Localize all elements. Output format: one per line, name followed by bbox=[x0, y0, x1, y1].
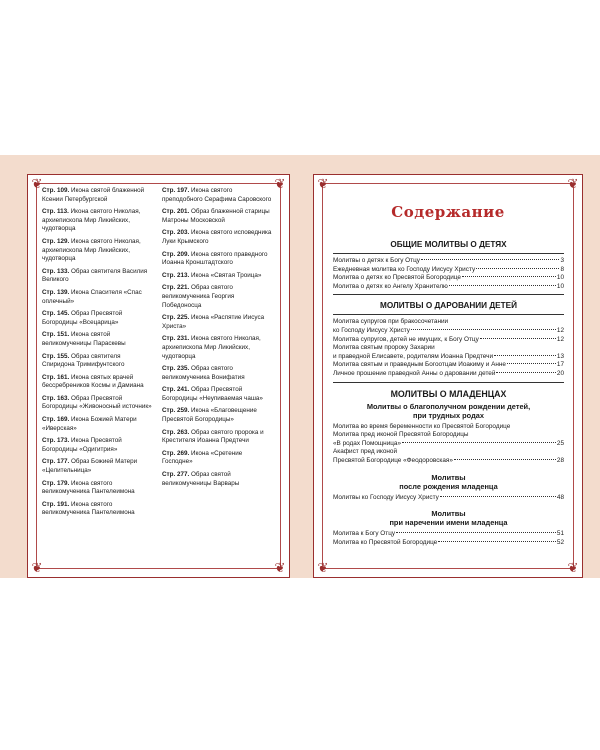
icon-caption: Икона святых врачей бессребреников Космы и Дамиана bbox=[42, 373, 144, 390]
ornament-corner-icon: ❦ bbox=[317, 560, 329, 575]
list-item bbox=[162, 386, 272, 403]
toc-entry-title: Молитва святым и праведным Богоотцам Иоакиму и Анне bbox=[333, 361, 506, 369]
icon-caption: Икона «Святая Троица» bbox=[190, 271, 262, 279]
icon-caption: Икона Божией Матери «Иверская» bbox=[42, 416, 137, 432]
dot-leader bbox=[462, 276, 556, 277]
toc-entry-title: Молитва о детях ко Пресвятой Богородице bbox=[333, 274, 461, 282]
toc-entry[interactable] bbox=[333, 283, 564, 292]
toc-entry[interactable] bbox=[333, 457, 564, 466]
dot-leader bbox=[411, 329, 556, 330]
subsection-heading-line: Молитвы о благополучном рождении детей, bbox=[366, 401, 531, 411]
icon-caption: Образ святой великомученицы Варвары bbox=[162, 471, 240, 487]
toc-entry-title: Личное прошение праведной Анны о даровании детей bbox=[333, 369, 496, 377]
list-item bbox=[42, 268, 152, 285]
icon-caption: Образ святого пророка и Крестителя Иоанна Предтечи bbox=[162, 428, 264, 445]
toc-page-number: 28 bbox=[556, 456, 564, 464]
subsection-heading bbox=[333, 509, 564, 527]
page-ref: Стр. 161. bbox=[42, 373, 70, 381]
list-item bbox=[162, 407, 272, 424]
page-ref: Стр. 203. bbox=[162, 229, 190, 237]
list-item bbox=[42, 331, 152, 348]
list-item bbox=[162, 314, 272, 331]
right-page bbox=[313, 174, 583, 578]
toc-entry[interactable] bbox=[333, 530, 564, 539]
section-heading: МОЛИТВЫ О МЛАДЕНЦАХ bbox=[390, 388, 507, 399]
page-ref: Стр. 259. bbox=[162, 407, 190, 415]
list-item bbox=[162, 229, 272, 246]
icon-caption: Икона святой великомученицы Параскевы bbox=[42, 331, 126, 347]
toc-entry-title: Молитва о детях ко Ангелу Хранителю bbox=[333, 282, 448, 290]
page-ref: Стр. 209. bbox=[162, 250, 190, 258]
dot-leader bbox=[440, 496, 556, 497]
ornament-corner-icon: ❦ bbox=[31, 560, 43, 575]
toc-entry-line: Молитва супругов при бракосочетании bbox=[333, 318, 449, 326]
toc-page-number: 3 bbox=[560, 257, 564, 264]
page-ref: Стр. 231. bbox=[162, 335, 190, 343]
toc-page-number: 12 bbox=[556, 326, 564, 334]
list-item bbox=[42, 395, 152, 412]
toc-entry-line: Молитва пред иконой Пресвятой Богородицы bbox=[333, 431, 469, 439]
section-heading: МОЛИТВЫ О ДАРОВАНИИ ДЕТЕЙ bbox=[380, 301, 517, 311]
list-item bbox=[162, 365, 272, 382]
dot-leader bbox=[438, 541, 556, 542]
divider bbox=[333, 314, 564, 315]
toc-page-number: 17 bbox=[556, 361, 564, 369]
toc-entry[interactable] bbox=[333, 336, 564, 345]
toc-page-number: 25 bbox=[556, 439, 564, 447]
ornament-corner-icon: ❦ bbox=[567, 560, 579, 575]
icon-list-column-1 bbox=[42, 187, 152, 522]
toc-entry-title: Молитва супругов, детей не имущих, к Богу Отцу bbox=[333, 335, 479, 343]
list-item bbox=[162, 187, 272, 204]
toc-page-number: 10 bbox=[556, 274, 564, 282]
subsection-heading-line: Молитвы bbox=[431, 509, 466, 519]
toc-page-number: 52 bbox=[556, 538, 564, 546]
page-ref: Стр. 177. bbox=[42, 458, 70, 466]
page-ref: Стр. 169. bbox=[42, 416, 70, 424]
list-item bbox=[162, 284, 272, 310]
page-ref: Стр. 129. bbox=[42, 237, 70, 245]
ornament-corner-icon: ❦ bbox=[274, 176, 286, 191]
dot-leader bbox=[449, 285, 556, 286]
icon-caption: Икона Пресвятой Богородицы «Одигитрия» bbox=[42, 437, 122, 453]
dot-leader bbox=[480, 338, 556, 339]
toc-entry[interactable] bbox=[333, 266, 564, 275]
toc-entry-title: Молитва ко Пресвятой Богородице bbox=[333, 538, 438, 546]
icon-caption: Образ святителя Спиридона Тримифунтского bbox=[42, 352, 125, 369]
icon-caption: Икона святого Николая, архиепископа Мир Ликийских, чудотворца bbox=[42, 208, 141, 233]
icon-caption: Икона святого преподобного Серафима Саровского bbox=[162, 187, 272, 203]
page-ref: Стр. 109. bbox=[42, 187, 70, 194]
icon-caption: Икона «Распятие Иисуса Христа» bbox=[162, 314, 265, 330]
divider bbox=[333, 253, 564, 254]
toc-entry-title: Молитва к Богу Отцу bbox=[333, 530, 396, 538]
list-item bbox=[162, 429, 272, 446]
subsection-heading-line: при трудных родах bbox=[412, 410, 484, 420]
list-item bbox=[42, 374, 152, 391]
icon-caption: Икона Спасителя «Спас оплечный» bbox=[42, 288, 142, 305]
page-ref: Стр. 191. bbox=[42, 500, 70, 508]
list-item bbox=[162, 272, 272, 281]
icon-caption: Икона святого Николая, архиепископа Мир Ликийских, чудотворца bbox=[42, 237, 141, 263]
list-item bbox=[42, 238, 152, 264]
list-item bbox=[42, 437, 152, 454]
list-item bbox=[42, 310, 152, 327]
list-item bbox=[42, 480, 152, 497]
icon-caption: Образ Пресвятой Богородицы «Неупиваемая чаша» bbox=[162, 386, 263, 402]
icon-caption: Икона святого исповедника Луки Крымского bbox=[162, 229, 272, 245]
toc-entry[interactable] bbox=[333, 539, 564, 548]
icon-caption: Икона святого великомученика Пантелеимона bbox=[42, 479, 135, 496]
page-ref: Стр. 277. bbox=[162, 471, 190, 479]
icon-caption: Образ блаженной старицы Матроны Московской bbox=[162, 208, 270, 224]
toc-entry[interactable] bbox=[333, 494, 564, 503]
toc-entry-title: Молитвы ко Господу Иисусу Христу bbox=[333, 493, 439, 501]
ornament-corner-icon: ❦ bbox=[317, 176, 329, 191]
page-ref: Стр. 173. bbox=[42, 437, 70, 445]
toc-entry[interactable] bbox=[333, 274, 564, 283]
list-item bbox=[42, 187, 152, 204]
divider bbox=[333, 382, 564, 383]
toc-entry[interactable] bbox=[333, 361, 564, 370]
dot-leader bbox=[421, 259, 560, 260]
toc-page-number: 12 bbox=[556, 335, 564, 343]
subsection-heading-line: после рождения младенца bbox=[399, 481, 498, 491]
dot-leader bbox=[476, 268, 559, 269]
subsection-heading-line: при наречении имени младенца bbox=[389, 518, 508, 528]
page-ref: Стр. 163. bbox=[42, 394, 70, 402]
dot-leader bbox=[402, 442, 556, 443]
list-item bbox=[162, 471, 272, 488]
page-ref: Стр. 201. bbox=[162, 208, 190, 216]
list-item bbox=[162, 251, 272, 268]
page-ref: Стр. 197. bbox=[162, 187, 190, 194]
page-ref: Стр. 241. bbox=[162, 386, 190, 394]
icon-caption: Икона святого великомученика Пантелеимона bbox=[42, 500, 135, 517]
toc-entry[interactable] bbox=[333, 370, 564, 379]
toc-entry-line: Акафист пред иконой bbox=[333, 448, 398, 456]
page-ref: Стр. 151. bbox=[42, 331, 70, 339]
icon-caption: Икона «Сретение Господне» bbox=[162, 449, 243, 466]
dot-leader bbox=[496, 372, 555, 373]
page-ref: Стр. 179. bbox=[42, 479, 70, 487]
icon-caption: Икона святого праведного Иоанна Кронштадтского bbox=[162, 250, 268, 267]
toc-entry-title: Молитвы о детях к Богу Отцу bbox=[333, 257, 420, 264]
toc-entry[interactable] bbox=[333, 257, 564, 266]
list-item bbox=[42, 289, 152, 306]
table-of-contents bbox=[333, 240, 564, 547]
icon-caption: Икона святой блаженной Ксении Петербургской bbox=[42, 187, 145, 203]
toc-entry-title: Пресвятой Богородице «Феодоровская» bbox=[333, 456, 453, 464]
page-ref: Стр. 145. bbox=[42, 310, 70, 318]
list-item bbox=[42, 416, 152, 433]
icon-caption: Образ святого великомученика Вонифатия bbox=[162, 365, 245, 381]
icon-caption: Икона «Благовещение Пресвятой Богородицы» bbox=[162, 407, 257, 424]
page-ref: Стр. 269. bbox=[162, 449, 190, 457]
dot-leader bbox=[494, 355, 556, 356]
page-ref: Стр. 225. bbox=[162, 314, 190, 322]
icon-list-column-2 bbox=[162, 187, 272, 492]
icon-caption: Образ святого великомученика Георгия Победоносца bbox=[162, 284, 235, 309]
page-ref: Стр. 155. bbox=[42, 352, 70, 360]
subsection-heading bbox=[333, 473, 564, 491]
icon-caption: Образ Пресвятой Богородицы «Всецарица» bbox=[42, 310, 123, 326]
toc-entry-line: Молитва во время беременности ко Пресвятой Богородице bbox=[333, 422, 511, 430]
list-item bbox=[162, 335, 272, 361]
icon-caption: Образ святителя Василия Великого bbox=[42, 267, 148, 284]
toc-entry[interactable] bbox=[333, 353, 564, 362]
toc-entry-line: Молитва святым пророку Захарии bbox=[333, 344, 435, 352]
ornament-corner-icon: ❦ bbox=[567, 176, 579, 191]
toc-entry[interactable] bbox=[333, 327, 564, 336]
toc-page-number: 13 bbox=[556, 352, 564, 360]
toc-page-number: 10 bbox=[556, 282, 564, 290]
page-ref: Стр. 263. bbox=[162, 428, 190, 436]
dot-leader bbox=[507, 363, 556, 364]
page-title: Содержание bbox=[391, 203, 505, 221]
ornament-corner-icon: ❦ bbox=[274, 560, 286, 575]
page-ref: Стр. 133. bbox=[42, 267, 70, 275]
toc-page-number: 20 bbox=[556, 369, 564, 377]
page-ref: Стр. 221. bbox=[162, 284, 190, 292]
toc-page-number: 51 bbox=[556, 530, 564, 538]
toc-page-number: 48 bbox=[556, 493, 564, 501]
list-item bbox=[42, 208, 152, 234]
page-ref: Стр. 213. bbox=[162, 271, 190, 279]
icon-caption: Образ Пресвятой Богородицы «Живоносный источник» bbox=[42, 394, 152, 411]
toc-entry-title: ко Господу Иисусу Христу bbox=[333, 326, 410, 334]
list-item bbox=[162, 208, 272, 225]
subsection-heading-line: Молитвы bbox=[431, 472, 466, 482]
list-item bbox=[42, 458, 152, 475]
page-ref: Стр. 235. bbox=[162, 365, 190, 373]
page-ref: Стр. 113. bbox=[42, 208, 69, 216]
toc-entry-title: и праведной Елисавете, родителям Иоанна Предтечи bbox=[333, 352, 494, 360]
list-item bbox=[162, 450, 272, 467]
list-item bbox=[42, 353, 152, 370]
icon-caption: Образ Божией Матери «Целительница» bbox=[42, 458, 138, 475]
section-heading: ОБЩИЕ МОЛИТВЫ О ДЕТЯХ bbox=[390, 240, 507, 249]
divider bbox=[333, 294, 564, 295]
left-page bbox=[27, 174, 290, 578]
subsection-heading bbox=[333, 402, 564, 420]
toc-entry-title: «В родах Помощница» bbox=[333, 439, 402, 447]
icon-caption: Икона святого Николая, архиепископа Мир Ликийских, чудотворца bbox=[162, 335, 261, 360]
page-ref: Стр. 139. bbox=[42, 288, 70, 296]
dot-leader bbox=[454, 459, 556, 460]
toc-page-number: 8 bbox=[560, 265, 564, 273]
list-item bbox=[42, 501, 152, 518]
ornament-corner-icon: ❦ bbox=[31, 176, 43, 191]
dot-leader bbox=[396, 532, 556, 533]
toc-entry-title: Ежедневная молитва ко Господу Иисусу Христу bbox=[333, 265, 476, 273]
